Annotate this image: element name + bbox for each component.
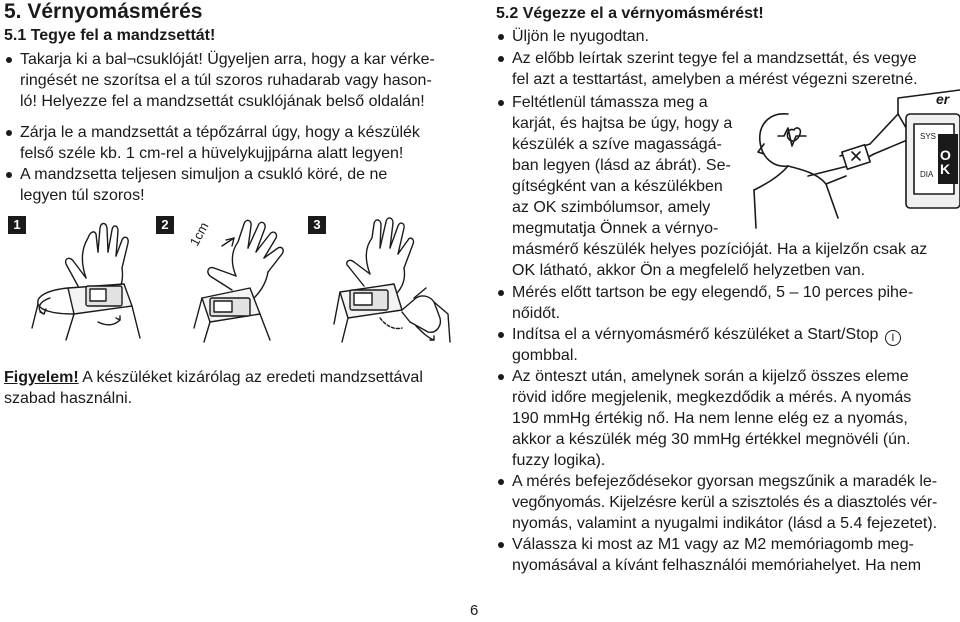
bullet-marker (498, 290, 504, 296)
subsection-heading-5-2: 5.2 Végezze el a vérnyomásmérést! (496, 5, 764, 22)
wrist-cuff-illustration-1 (28, 218, 148, 342)
text-line: Feltétlenül támassza meg a (512, 94, 708, 111)
text-line: vegőnyomás. Kijelzésre kerül a szisztolés és a diasztolés vér- (512, 494, 938, 511)
text-line: OK látható, akkor Ön a megfelelő helyzetben van. (512, 262, 866, 279)
text-line: A mandzsetta teljesen simuljon a csukló köré, de ne (20, 166, 388, 183)
text-line: nőidőt. (512, 305, 561, 322)
arm-position-illustration (748, 88, 960, 238)
bullet-marker (498, 332, 504, 338)
text-line: akkor a készülék még 30 mmHg értékkel megnövéli (ún. (512, 431, 911, 448)
warning-text-line: szabad használni. (4, 390, 133, 407)
text-line: Válassza ki most az M1 vagy az M2 memóriagomb meg- (512, 536, 914, 553)
section-heading: 5. Vérnyomásmérés (4, 0, 203, 23)
subsection-heading-5-1: 5.1 Tegye fel a mandzsettát! (4, 27, 216, 44)
bullet-marker (498, 56, 504, 62)
text-line: karját, és hajtsa be úgy, hogy a (512, 115, 733, 132)
text-line: ban legyen (lásd az ábrát). Se- (512, 157, 731, 174)
device-ok-symbol: OK (940, 147, 951, 177)
text-line: megmutatja Önnek a vérnyo- (512, 220, 719, 237)
power-icon: I (885, 330, 901, 346)
text-line: készülék a szíve magasságá- (512, 136, 722, 153)
text-line: Takarja ki a bal¬csuklóját! Ügyeljen arra, hogy a kar vérke- (20, 51, 435, 68)
text-line: fuzzy logika). (512, 452, 606, 469)
text-line: Az előbb leírtak szerint tegye fel a mandzsettát, és vegye (512, 50, 917, 67)
text-line: Mérés előtt tartson be egy elegendő, 5 – 10 perces pihe- (512, 284, 914, 301)
text-line: 190 mmHg értékig nő. Ha nem lenne elég ez a nyomás, (512, 410, 908, 427)
text-line: Az önteszt után, amelynek során a kijelző összes eleme (512, 368, 909, 385)
bullet-marker (6, 57, 12, 63)
measure-label-1cm: 1cm (186, 219, 212, 249)
device-brand-fragment: er (936, 91, 950, 107)
text-line: Üljön le nyugodtan. (512, 28, 649, 45)
figure-number-1: 1 (8, 216, 26, 234)
figure-number-2: 2 (156, 216, 174, 234)
text-line: nyomás, valamint a nyugalmi indikátor (lásd a 5.4 fejezetet). (512, 515, 938, 532)
device-dia-label: DIA (920, 170, 934, 179)
text-line: legyen túl szoros! (20, 187, 145, 204)
bullet-marker (498, 479, 504, 485)
text-line: fel azt a testtartást, amelyben a mérést végezni szeretné. (512, 71, 918, 88)
warning-text: A készüléket kizárólag az eredeti mandzsettával (78, 369, 423, 386)
wrist-cuff-illustration-3 (330, 218, 462, 346)
bullet-marker (498, 100, 504, 106)
text-line: nyomásával a kívánt felhasználói memóriahelyet. Ha nem (512, 557, 922, 574)
bullet-marker (498, 34, 504, 40)
text-line: Zárja le a mandzsettát a tépőzárral úgy, hogy a készülék (20, 124, 420, 141)
start-stop-text: Indítsa el a vérnyomásmérő készüléket a Start/Stop (512, 326, 879, 343)
page-number: 6 (470, 602, 479, 619)
bullet-marker (6, 172, 12, 178)
text-line: gombbal. (512, 347, 578, 364)
warning-label: Figyelem! (4, 369, 79, 386)
text-line: ringését ne szorítsa el a túl szoros ruhadarab vagy hason- (20, 72, 432, 89)
text-line: ló! Helyezze fel a mandzsettát csuklójának belső oldalán! (20, 93, 425, 110)
device-sys-label: SYS (920, 132, 937, 141)
text-line: rövid időre megjelenik, megkezdődik a mérés. A nyomás (512, 389, 912, 406)
bullet-marker (498, 374, 504, 380)
text-line: másmérő készülék helyes pozícióját. Ha a kijelzőn csak az (512, 241, 928, 258)
bullet-marker (498, 542, 504, 548)
text-line: A mérés befejeződésekor gyorsan megszűnik a maradék le- (512, 473, 938, 490)
bullet-marker (6, 130, 12, 136)
text-line: felső széle kb. 1 cm-rel a hüvelykujjpárna alatt legyen! (20, 145, 404, 162)
warning-text-line (4, 367, 423, 388)
text-line: az OK szimbólumsor, amely (512, 199, 711, 216)
text-line: gítségként van a készülékben (512, 178, 723, 195)
figure-number-3: 3 (308, 216, 326, 234)
text-line (512, 324, 901, 346)
